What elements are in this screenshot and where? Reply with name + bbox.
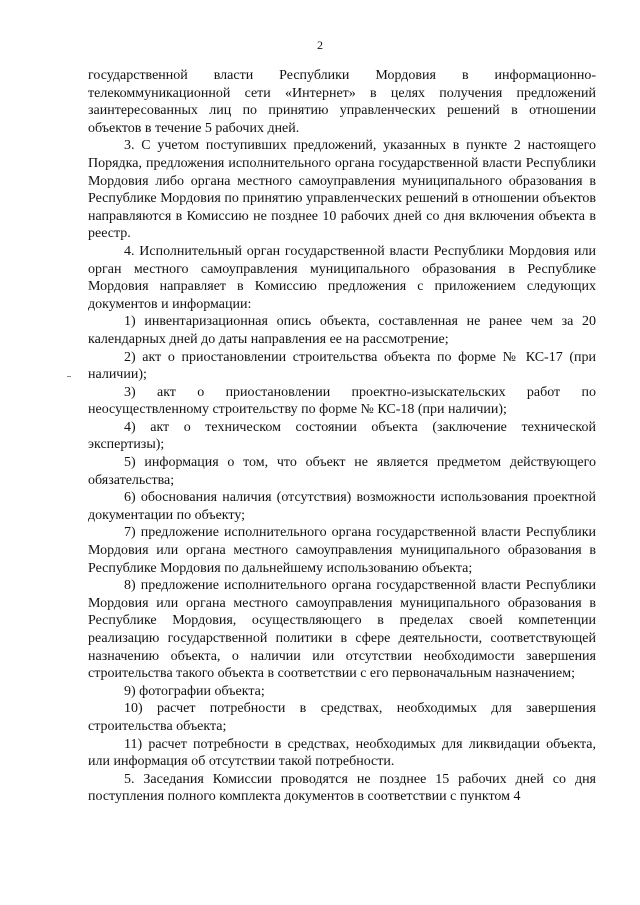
list-item-3: 3) акт о приостановлении проектно-изыскательских работ по неосуществленному строительству по форме № КС-18 (при наличии); [88, 384, 596, 418]
list-item-5: 5) информация о том, что объект не является предметом действующего обязательства; [88, 455, 596, 488]
paragraph-item-4: 4. Исполнительный орган государственной власти Республики Мордовия или орган местного самоуправления муниципального образования в Республике Мордовия направляет в Комиссию предложения с приложением следующих документов и информации: [88, 243, 596, 312]
document-body [88, 67, 596, 806]
list-item-2: 2) акт о приостановлении строительства объекта по форме № КС-17 (при наличии); [88, 349, 596, 383]
list-item-4: 4) акт о техническом состоянии объекта (заключение технической экспертизы); [88, 419, 596, 453]
list-item-7: 7) предложение исполнительного органа государственной власти Республики Мордовия или органа местного самоуправления муниципального образования в Республике Мордовия по дальнейшему использованию объекта; [88, 525, 596, 576]
paragraph-continuation: государственной власти Республики Мордовия в информационно-телекоммуникационной сети «Интернет» в целях получения предложений заинтересованных лиц по принятию управленческих решений в отношении объектов в течение 5 рабочих дней. [88, 68, 596, 136]
list-item-9: 9) фотографии объекта; [124, 683, 265, 699]
paragraph-item-3: 3. С учетом поступивших предложений, указанных в пункте 2 настоящего Порядка, предложения исполнительного органа государственной власти Республики Мордовия либо органа местного самоуправления муниципального образования в Республике Мордовия по принятию управленческих решений в отношении объектов направляются в Комиссию не позднее 10 рабочих дней со дня включения объекта в реестр. [88, 138, 596, 242]
list-item-8: 8) предложение исполнительного органа государственной власти Республики Мордовия или органа местного самоуправления муниципального образования в Республике Мордовия, осуществляющего в пределах своей компетенции реализацию государственной политики в сфере деятельности, соответствующей назначению объекта, о наличии или отсутствии необходимости завершения строительства такого объекта в соответствии с его первоначальным назначением; [88, 578, 596, 682]
list-item-6: 6) обоснования наличия (отсутствия) возможности использования проектной документации по объекту; [88, 490, 596, 523]
list-item-11: 11) расчет потребности в средствах, необходимых для ликвидации объекта, или информация об отсутствии такой потребности. [88, 736, 596, 770]
margin-mark [67, 376, 71, 377]
list-item-10: 10) расчет потребности в средствах, необходимых для завершения строительства объекта; [88, 701, 596, 734]
page-number: 2 [317, 38, 323, 52]
list-item-1: 1) инвентаризационная опись объекта, составленная не ранее чем за 20 календарных дней до даты направления ее на рассмотрение; [88, 314, 596, 347]
paragraph-item-5: 5. Заседания Комиссии проводятся не позднее 15 рабочих дней со дня поступления полного комплекта документов в соответствии с пунктом 4 [88, 771, 596, 805]
